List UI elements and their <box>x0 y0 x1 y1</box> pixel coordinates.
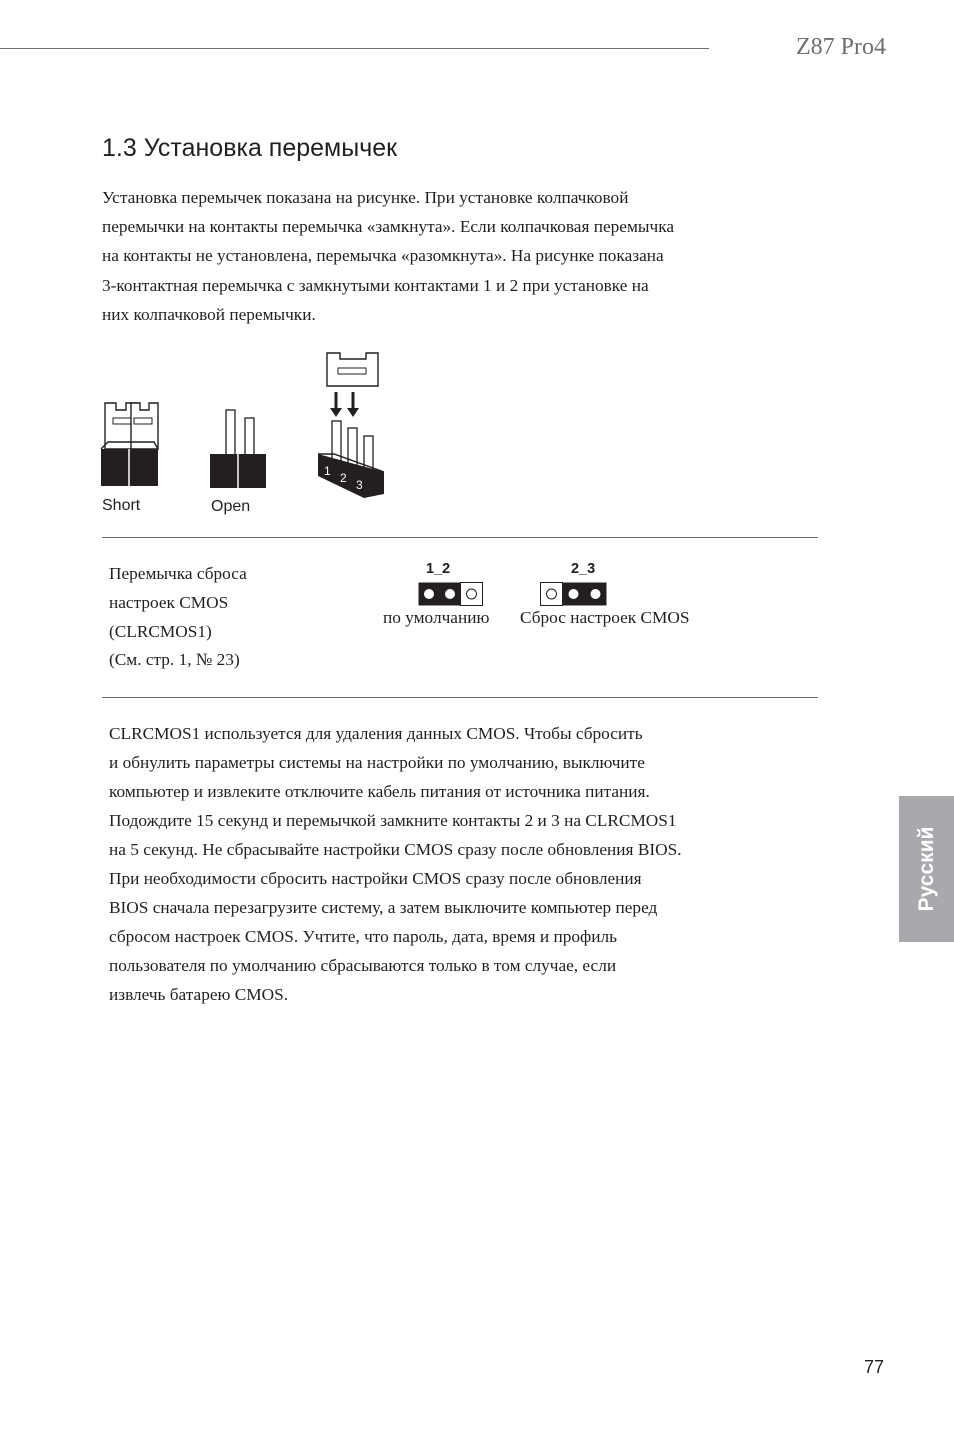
open-jumper-drawing <box>210 410 266 488</box>
default-pins-label: 1_2 <box>426 561 451 577</box>
table-bottom-rule <box>102 697 818 698</box>
pin-number-3: 3 <box>356 478 363 492</box>
intro-line: на контакты не установлена, перемычка «разомкнута». На рисунке показана <box>102 246 664 266</box>
header-rule <box>0 48 709 49</box>
body-line: пользователя по умолчанию сбрасываются только в том случае, если <box>109 956 617 975</box>
table-top-rule <box>102 537 818 538</box>
language-side-tab <box>899 796 954 942</box>
section-title: 1.3 Установка перемычек <box>102 134 398 162</box>
clear-setting-caption: Сброс настроек CMOS <box>520 608 690 627</box>
jumper-illustration <box>96 346 396 521</box>
default-jumper-diagram <box>418 582 484 606</box>
jumper-name-line: настроек CMOS <box>109 592 229 612</box>
open-label: Open <box>211 498 251 515</box>
body-line: на 5 секунд. Не сбрасывайте настройки CMOS сразу после обновления BIOS. <box>109 840 682 859</box>
body-line: сбросом настроек CMOS. Учтите, что пароль, дата, время и профиль <box>109 927 617 946</box>
body-line: Подождите 15 секунд и перемычкой замкните контакты 2 и 3 на CLRCMOS1 <box>109 811 677 830</box>
body-line: компьютер и извлеките отключите кабель питания от источника питания. <box>109 782 650 801</box>
clear-jumper-diagram <box>540 582 608 606</box>
intro-line: них колпачковой перемычки. <box>102 304 316 324</box>
clrcmos-description <box>109 719 789 1009</box>
jumper-name-line: (См. стр. 1, № 23) <box>109 650 240 670</box>
clear-pins-label: 2_3 <box>571 561 596 577</box>
body-line: CLRCMOS1 используется для удаления данных CMOS. Чтобы сбросить <box>109 724 643 743</box>
body-line: извлечь батарею CMOS. <box>109 985 289 1004</box>
jumper-name-line: Перемычка сброса <box>109 564 247 583</box>
short-jumper-drawing <box>101 403 158 486</box>
default-setting-caption: по умолчанию <box>383 608 490 627</box>
header-model-name: Z87 Pro4 <box>796 34 886 60</box>
intro-line: 3-контактная перемычка с замкнутыми контактами 1 и 2 при установке на <box>102 275 649 295</box>
page-number: 77 <box>864 1357 885 1377</box>
body-line: При необходимости сбросить настройки CMOS сразу после обновления <box>109 869 642 888</box>
body-line: BIOS сначала перезагрузите систему, а затем выключите компьютер перед <box>109 898 658 917</box>
jumper-name <box>109 560 247 675</box>
intro-line: Установка перемычек показана на рисунке. При установке колпачковой <box>102 188 629 207</box>
pin-number-2: 2 <box>340 471 347 485</box>
intro-paragraph <box>102 183 802 329</box>
language-tab-label: Русский <box>914 826 938 912</box>
pin-number-1: 1 <box>324 464 331 478</box>
body-line: и обнулить параметры системы на настройки по умолчанию, выключите <box>109 753 645 772</box>
jumper-name-line: (CLRCMOS1) <box>109 621 212 641</box>
short-label: Short <box>102 497 141 514</box>
intro-line: перемычки на контакты перемычка «замкнута». Если колпачковая перемычка <box>102 217 675 237</box>
